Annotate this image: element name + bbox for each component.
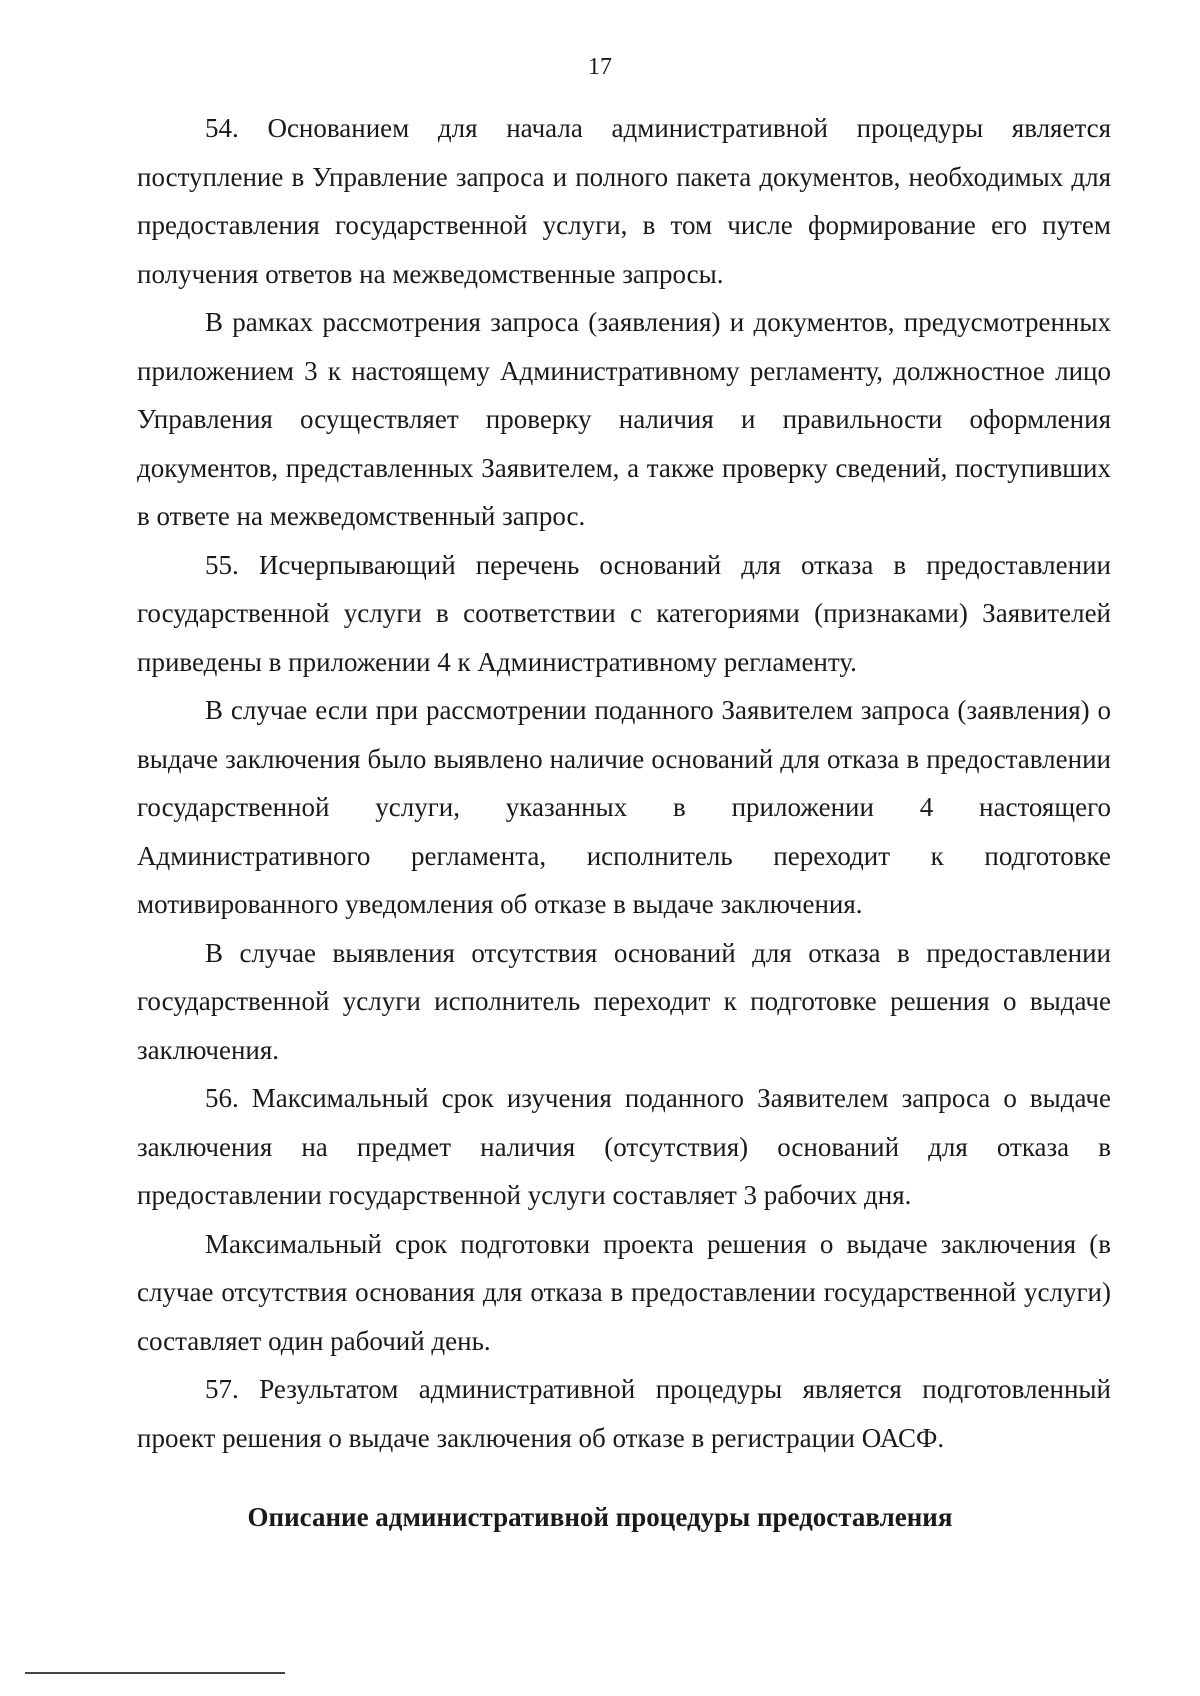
paragraph-54: 54. Основанием для начала административной процедуры является поступление в Управление запроса и полного пакета документов, необходимых для предоставления государственной услуги, в том числе формирование его путем получения ответов на межведомственные запросы. — [137, 113, 1111, 289]
paragraph-56-draft-deadline: Максимальный срок подготовки проекта решения о выдаче заключения (в случае отсутствия основания для отказа в предоставлении государственной услуги) составляет один рабочий день. — [137, 1228, 1111, 1356]
footer-rule — [25, 1672, 285, 1674]
section-heading: Описание административной процедуры предоставления — [247, 1502, 953, 1532]
page-number: 17 — [588, 54, 612, 80]
paragraph-57: 57. Результатом административной процедуры является подготовленный проект решения о выдаче заключения об отказе в регистрации ОАСФ. — [137, 1374, 1111, 1453]
document-body — [137, 104, 1111, 1462]
paragraph-54-review: В рамках рассмотрения запроса (заявления) и документов, предусмотренных приложением 3 к настоящему Административному регламенту, должностное лицо Управления осуществляет проверку наличия и правильности оформления документов, представленных Заявителем, а также проверку сведений, поступивших в ответе на межведомственный запрос. — [137, 307, 1111, 531]
paragraph-55: 55. Исчерпывающий перечень оснований для отказа в предоставлении государственной услуги в соответствии с категориями (признаками) Заявителей приведены в приложении 4 к Административному регламенту. — [137, 549, 1111, 677]
paragraph-55-no-refusal-case: В случае выявления отсутствия оснований для отказа в предоставлении государственной услуги исполнитель переходит к подготовке решения о выдаче заключения. — [137, 937, 1111, 1065]
paragraph-56: 56. Максимальный срок изучения поданного Заявителем запроса о выдаче заключения на предмет наличия (отсутствия) оснований для отказа в предоставлении государственной услуги составляет 3 рабочих дня. — [137, 1083, 1111, 1210]
paragraph-55-refusal-case: В случае если при рассмотрении поданного Заявителем запроса (заявления) о выдаче заключения было выявлено наличие оснований для отказа в предоставлении государственной услуги, указанных в приложении 4 настоящего Административного регламента, исполнитель переходит к подготовке мотивированного уведомления об отказе в выдаче заключения. — [137, 695, 1111, 919]
